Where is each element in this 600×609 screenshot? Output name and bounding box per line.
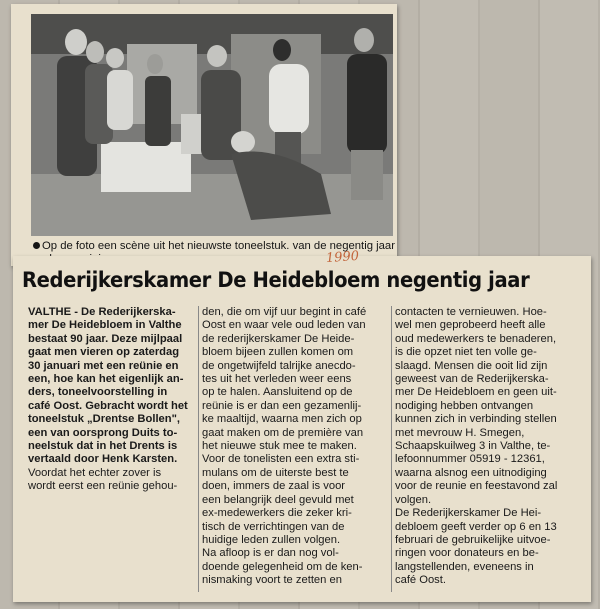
article-line: Oost en waar vele oud leden van <box>202 319 366 332</box>
article-line: kunnen zich in verbinding stellen <box>395 413 557 426</box>
article-line: toneelstuk „Drentse Bollen", <box>28 413 181 426</box>
article-line: De Rederijkerskamer De Hei- <box>395 507 542 520</box>
article-line: contacten te vernieuwen. Hoe- <box>395 306 547 318</box>
article-line: ex-medewerkers die zeker kri- <box>202 507 352 520</box>
article-line: nismaking voort te zetten en <box>202 574 342 587</box>
article-column-1 <box>28 306 196 494</box>
article-line: lefoonnummer 05919 - 12361, <box>395 453 545 466</box>
article-headline: Rederijkerskamer De Heidebloem negentig jaar <box>22 268 530 292</box>
article-line: slaagd. Mensen die ooit lid zijn <box>395 359 548 372</box>
article-line: oud medewerkers te benaderen, <box>395 332 557 345</box>
article-line: Schaapskuilweg 3 in Valthe, te- <box>395 440 551 453</box>
article-line: langstellenden, eveneens in <box>395 560 534 573</box>
photo-clipping <box>11 4 397 266</box>
article-line: neelstuk dat in het Drents is <box>28 440 178 453</box>
article-line: reünie is er dan een gezamenlij- <box>202 399 362 412</box>
article-line: gaat maken om de première van <box>202 426 364 439</box>
bullet-icon <box>33 242 40 249</box>
article-line: volgen. <box>395 493 432 506</box>
article-line: de ongetwijfeld talrijke anecdo- <box>202 359 356 372</box>
article-line: met mevrouw H. Smegen, <box>395 426 525 439</box>
article-line: het nieuwe stuk mee te maken. <box>202 440 357 453</box>
article-line: de rederijkerskamer De Heide- <box>202 332 355 345</box>
article-line: wordt eerst een reünie gehou- <box>28 480 178 493</box>
article-line: ringen voor donateurs en be- <box>395 547 539 560</box>
article-line: nodiging hebben ontvangen <box>395 399 534 412</box>
article-line: ke maaltijd, waarna men zich op <box>202 413 362 426</box>
article-line: tisch de verrichtingen van de <box>202 520 345 533</box>
article-line: mulans om de uiterste best te <box>202 466 349 479</box>
article-line: doende gelegenheid om de ken- <box>202 560 363 573</box>
article-line: café Oost. <box>395 574 446 587</box>
theater-scene-image <box>31 14 393 236</box>
article-line: ders, toneelvoorstelling in <box>28 386 168 399</box>
article-line: doen, immers de zaal is voor <box>202 480 346 493</box>
article-line: een van oorsprong Duits to- <box>28 426 178 439</box>
article-line: mer De Heidebloem in Valthe <box>28 319 182 332</box>
article-line: Voor de tonelisten een extra sti- <box>202 453 360 466</box>
article-column-3 <box>395 306 579 588</box>
article-line: gaat men vieren op zaterdag <box>28 346 180 359</box>
article-line: een, hoe kan het eigenlijk an- <box>28 373 184 386</box>
article-line: 30 januari met een reünie en <box>28 359 179 372</box>
article-line: Na afloop is er dan nog vol- <box>202 547 339 560</box>
article-line: bloem bijeen zullen komen om <box>202 346 354 359</box>
article-line: VALTHE - De Rederijkerska- <box>28 306 176 318</box>
article-line: den, die om vijf uur begint in café <box>202 306 367 318</box>
article-line: waarna alsnog een uitnodiging <box>395 466 547 479</box>
article-line: bestaat 90 jaar. Deze mijlpaal <box>28 332 183 345</box>
newspaper-photo <box>31 14 393 236</box>
article-line: mer De Heidebloem en geen uit- <box>395 386 557 399</box>
column-divider <box>198 306 199 592</box>
article-line: een belangrijk deel gevuld met <box>202 493 354 506</box>
article-line: wel men geprobeerd heeft alle <box>395 319 546 332</box>
article-line: februari de gebruikelijke uitvoe- <box>395 533 551 546</box>
article-line: voor de reunie en feestavond zal <box>395 480 558 493</box>
article-column-2 <box>202 306 388 588</box>
article-line: café Oost. Gebracht wordt het <box>28 399 188 412</box>
caption-text: Op de foto een scène uit het nieuwste toneelstuk. van de negentig jaar <box>42 240 395 252</box>
article-line: huidige leden zullen volgen. <box>202 533 341 546</box>
handwritten-year: 1990 <box>325 248 360 267</box>
article-line: is die opzet niet ten volle ge- <box>395 346 537 359</box>
article-line: Voordat het echter zover is <box>28 466 162 479</box>
article-line: op te halen. Aansluitend op de <box>202 386 353 399</box>
article-line: debloem geeft verder op 6 en 13 <box>395 520 557 533</box>
article-line: vertaald door Henk Karsten. <box>28 453 178 466</box>
article-line: geweest van de Rederijkerska- <box>395 373 549 386</box>
article-line: tes uit het verleden weer eens <box>202 373 352 386</box>
column-divider <box>391 306 392 592</box>
